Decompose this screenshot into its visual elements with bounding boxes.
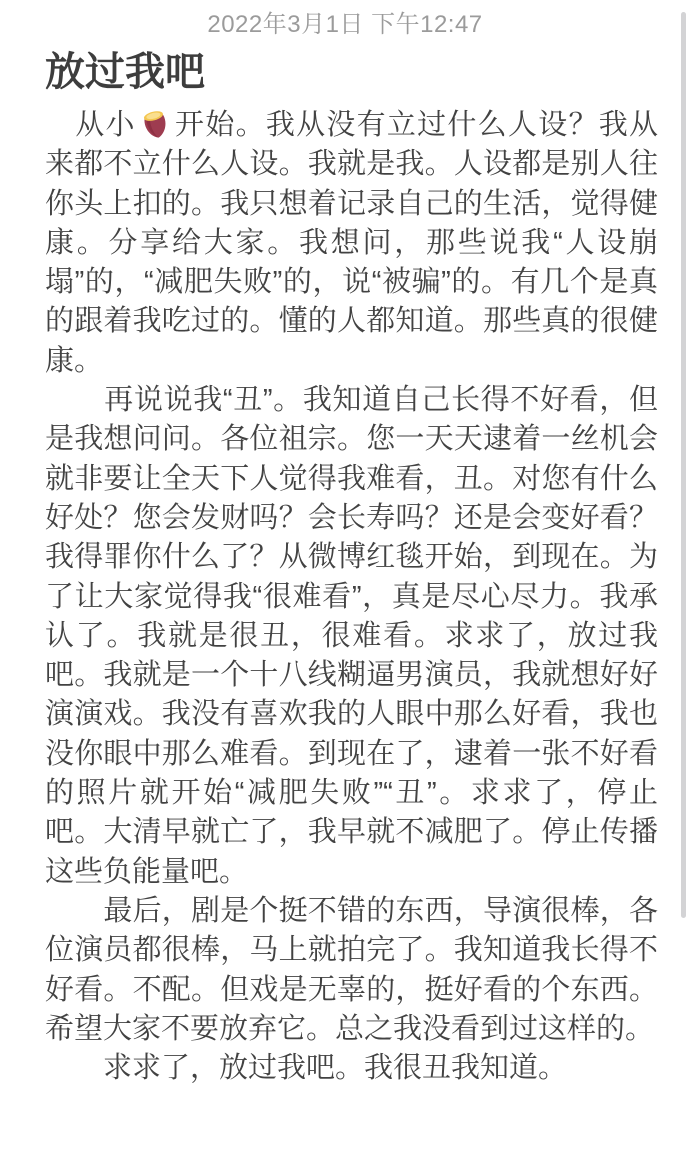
paragraph-text: 从小 (45, 109, 136, 141)
note-paragraph[interactable]: 再说说我“丑”。我知道自己长得不好看，但是我想问问。各位祖宗。您一天天逮着一丝机会就非要让全天下人觉得我难看，丑。对您有什么好处？您会发财吗？会长寿吗？还是会变好看？我得罪你什么了？从微博红毯开始，到现在。为了让大家觉得我“很难看”，真是尽心尽力。我承认了。我就是很丑，很难看。求求了，放过我吧。我就是一个十八线糊逼男演员，我就想好好演演戏。我没有喜欢我的人眼中那么好看，我也没你眼中那么难看。到现在了，逮着一张不好看的照片就开始“减肥失败”“丑”。求求了，停止吧。大清早就亡了，我早就不减肥了。停止传播这些负能量吧。 (45, 384, 658, 888)
note-paragraph[interactable] (45, 106, 658, 381)
roasted-sweet-potato-icon (138, 106, 172, 140)
note-paragraph[interactable]: 求求了，放过我吧。我很丑我知道。 (45, 1052, 568, 1085)
note-paragraph[interactable]: 最后，剧是个挺不错的东西，导演很棒，各位演员都很棒，马上就拍完了。我知道我长得不好看。不配。但戏是无辜的，挺好看的个东西。希望大家不要放弃它。总之我没看到过这样的。 (45, 894, 658, 1045)
note-date: 2022年3月1日 下午12:47 (207, 11, 483, 38)
scrollbar-thumb[interactable] (681, 12, 686, 918)
note-body[interactable] (45, 106, 658, 1088)
paragraph-text: 开始。我从没有立过什么人设？我从来都不立什么人设。我就是我。人设都是别人往你头上扣的。我只想着记录自己的生活，觉得健康。分享给大家。我想问，那些说我“人设崩塌”的，“减肥失败”的，说“被骗”的。有几个是真的跟着我吃过的。懂的人都知道。那些真的很健康。 (45, 109, 658, 377)
note-title[interactable]: 放过我吧 (45, 50, 205, 94)
